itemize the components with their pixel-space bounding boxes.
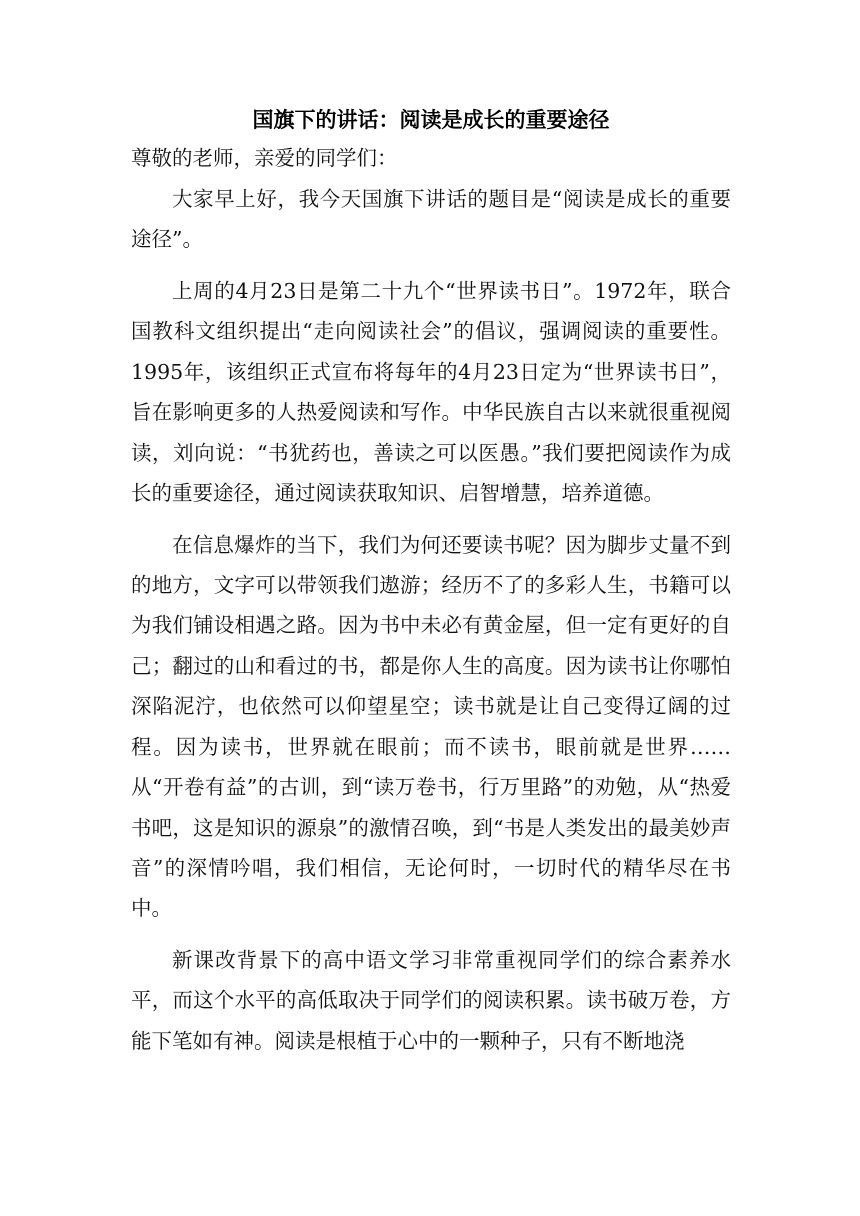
salutation: 尊敬的老师，亲爱的同学们： (131, 146, 398, 171)
document-body (131, 100, 731, 1073)
paragraph-world-book-day: 上周的4月23日是第二十九个“世界读书日”。1972年，联合国教科文组织提出“走向阅读社会”的倡议，强调阅读的重要性。1995年，该组织正式宣布将每年的4月23日定为“世界读书日”，旨在影响更多的人热爱阅读和写作。中华民族自古以来就很重视阅读，刘向说：“书犹药也，善读之可以医愚。”我们要把阅读作为成长的重要途径，通过阅读获取知识、启智增慧，培养道德。 (131, 278, 731, 505)
paragraph-greeting: 大家早上好，我今天国旗下讲话的题目是“阅读是成长的重要途径”。 (131, 186, 731, 252)
paragraph-curriculum-reform: 新课改背景下的高中语文学习非常重视同学们的综合素养水平，而这个水平的高低取决于同学们的阅读积累。读书破万卷，方能下笔如有神。阅读是根植于心中的一颗种子，只有不断地浇 (131, 948, 731, 1053)
paragraph-why-read: 在信息爆炸的当下，我们为何还要读书呢？因为脚步丈量不到的地方，文字可以带领我们遨游；经历不了的多彩人生，书籍可以为我们铺设相遇之路。因为书中未必有黄金屋，但一定有更好的自己；翻过的山和看过的书，都是你人生的高度。因为读书让你哪怕深陷泥泞，也依然可以仰望星空；读书就是让自己变得辽阔的过程。因为读书，世界就在眼前；而不读书，眼前就是世界……从“开卷有益”的古训，到“读万卷书，行万里路”的劝勉，从“热爱书吧，这是知识的源泉”的激情召唤，到“书是人类发出的最美妙声音”的深情吟唱，我们相信，无论何时，一切时代的精华尽在书中。 (131, 532, 731, 921)
document-title: 国旗下的讲话：阅读是成长的重要途径 (252, 108, 610, 132)
